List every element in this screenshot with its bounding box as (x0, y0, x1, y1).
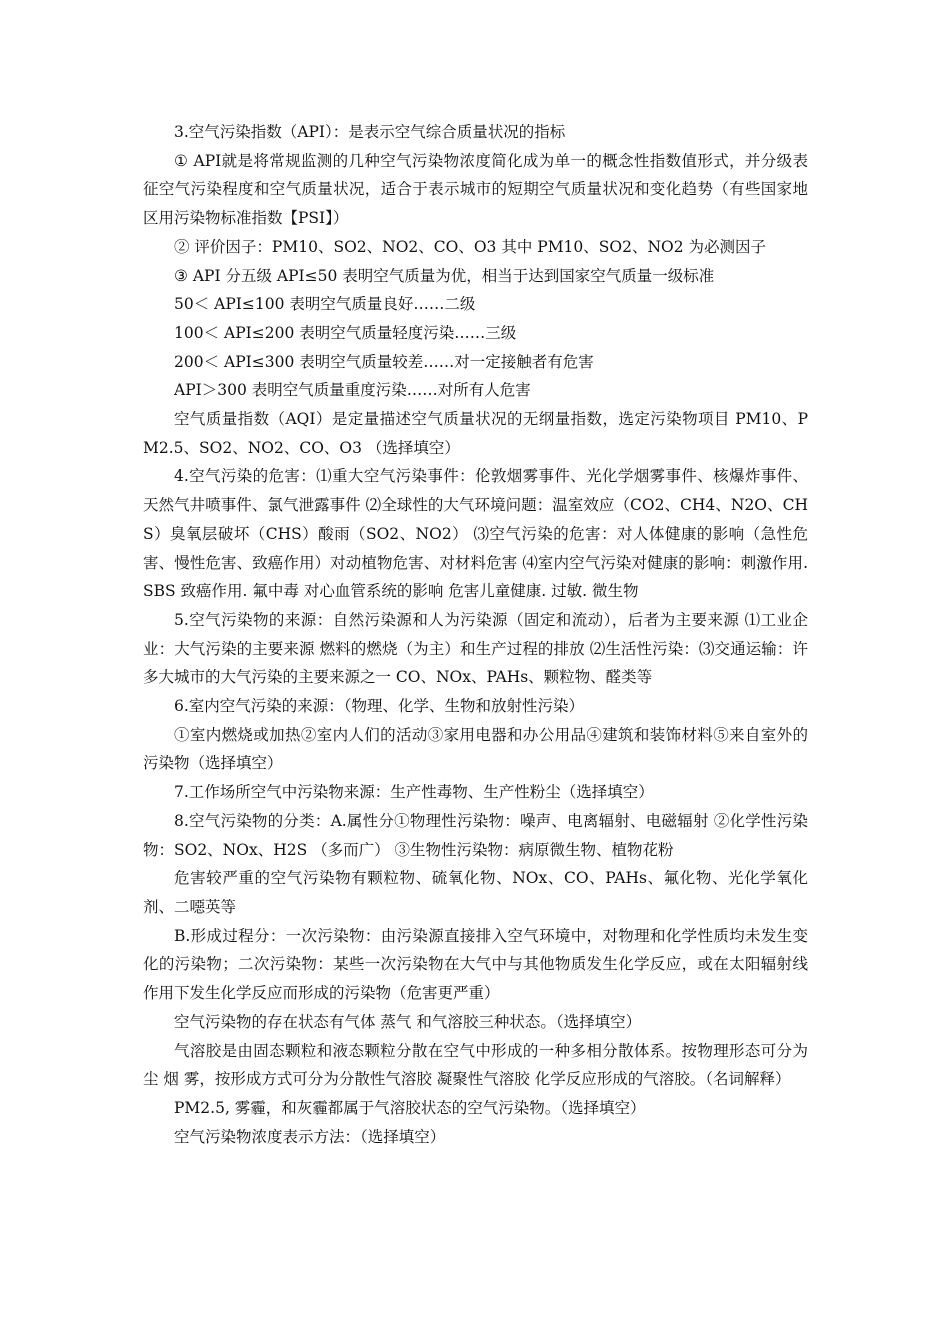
paragraph-api-level-2: 50＜ API≤100 表明空气质量良好……二级 (174, 295, 476, 314)
paragraph-evaluation-factors: ② 评价因子：PM10、SO2、NO2、CO、O3 其中 PM10、SO2、NO2 为必测因子 (174, 237, 767, 256)
paragraph-api-level-5: API＞300 表明空气质量重度污染……对所有人危害 (174, 381, 531, 400)
paragraph-api-level-3: 100＜ API≤200 表明空气质量轻度污染……三级 (174, 323, 517, 342)
paragraph-existence-states: 空气污染物的存在状态有气体 蒸气 和气溶胶三种状态。（选择填空） (174, 1012, 642, 1031)
heading-pollution-sources: 5.空气污染物的来源：自然污染源和人为污染源（固定和流动），后者为主要来源 ⑴工业企业：大气污染的主要来源 燃料的燃烧（为主）和生产过程的排放 ⑵生活性污染：⑶交通运输：许多大城市的大气污染的主要来源之一 CO、NOx、PAHs、颗粒物、醛类等 (143, 610, 808, 687)
paragraph-api-level-4: 200＜ API≤300 表明空气质量较差……对一定接触者有危害 (174, 352, 594, 371)
heading-indoor-sources: 6.室内空气污染的来源：（物理、化学、生物和放射性污染） (174, 697, 585, 716)
paragraph-aqi: 空气质量指数（AQI）是定量描述空气质量状况的无纲量指数，选定污染物项目 PM10、PM2.5、SO2、NO2、CO、O3 （选择填空） (143, 410, 808, 457)
paragraph-formation-process: B.形成过程分：一次污染物：由污染源直接排入空气环境中，对物理和化学性质均未发生变化的污染物；二次污染物：某些一次污染物在大气中与其他物质发生化学反应，或在太阳辐射线作用下发生化学反应而形成的污染物（危害更严重） (143, 926, 808, 1003)
paragraph-api-levels: ③ API 分五级 API≤50 表明空气质量为优，相当于达到国家空气质量一级标准 (174, 266, 715, 285)
paragraph-concentration-methods: 空气污染物浓度表示方法：（选择填空） (174, 1127, 446, 1146)
heading-api: 3.空气污染指数（API）：是表示空气综合质量状况的指标 (174, 123, 566, 141)
paragraph-indoor-sources-list: ①室内燃烧或加热②室内人们的活动③家用电器和办公用品④建筑和装饰材料⑤来自室外的污染物（选择填空） (143, 725, 808, 773)
paragraph-aerosol-definition: 气溶胶是由固态颗粒和液态颗粒分散在空气中形成的一种多相分散体系。按物理形态可分为尘 烟 雾，按形成方式可分为分散性气溶胶 凝聚性气溶胶 化学反应形成的气溶胶。（名词解释） (143, 1041, 808, 1089)
heading-pollutant-classification: 8.空气污染物的分类：A.属性分①物理性污染物：噪声、电离辐射、电磁辐射 ②化学性污染物：SO2、NOx、H2S （多而广） ③生物性污染物：病原微生物、植物花粉 (143, 811, 808, 859)
paragraph-severe-pollutants: 危害较严重的空气污染物有颗粒物、硫氧化物、NOx、CO、PAHs、氟化物、光化学氧化剂、二噁英等 (143, 869, 808, 916)
paragraph-pm25: PM2.5, 雾霾，和灰霾都属于气溶胶状态的空气污染物。（选择填空） (174, 1098, 646, 1117)
document-body (143, 118, 808, 1151)
heading-pollution-hazards: 4.空气污染的危害：⑴重大空气污染事件：伦敦烟雾事件、光化学烟雾事件、核爆炸事件、天然气井喷事件、氯气泄露事件 ⑵全球性的大气环境问题：温室效应（CO2、CH4、N2O、CHS）臭氧层破坏（CHS）酸雨（SO2、NO2） ⑶空气污染的危害：对人体健康的影响（急性危害、慢性危害、致癌作用）对动植物危害、对材料危害 ⑷室内空气污染对健康的影响：刺激作用. SBS 致癌作用. 氟中毒 对心血管系统的影响 危害儿童健康. 过敏. 微生物 (143, 467, 808, 601)
heading-workplace-sources: 7.工作场所空气中污染物来源：生产性毒物、生产性粉尘（选择填空） (174, 783, 654, 802)
paragraph-api-definition: ① API就是将常规监测的几种空气污染物浓度简化成为单一的概念性指数值形式，并分级表征空气污染程度和空气质量状况，适合于表示城市的短期空气质量状况和变化趋势（有些国家地区用污染物标准指数【PSI】） (143, 151, 808, 228)
